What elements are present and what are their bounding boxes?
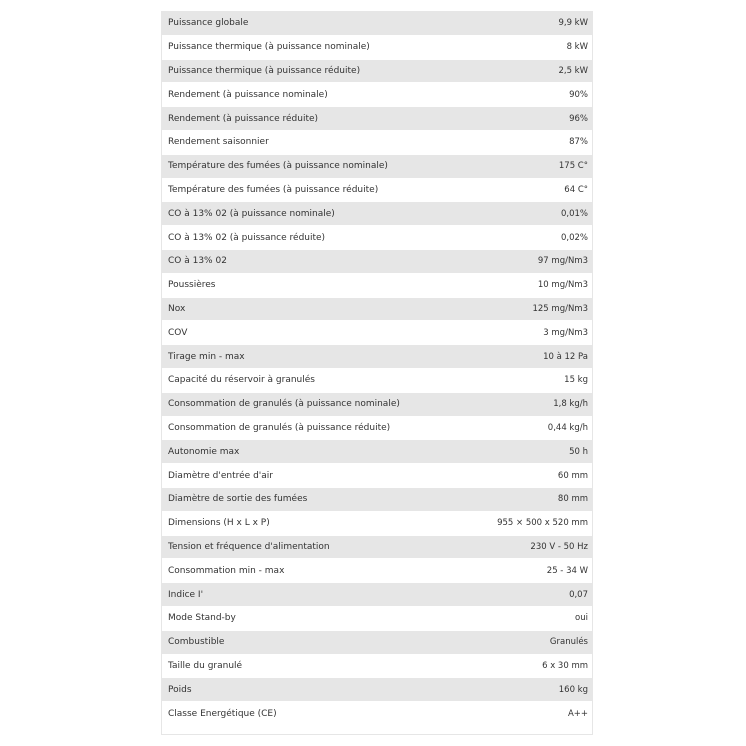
spec-label: Consommation min - max bbox=[161, 559, 466, 583]
spec-value: Granulés bbox=[466, 630, 593, 654]
spec-label: Nox bbox=[161, 297, 466, 321]
spec-label: Puissance thermique (à puissance réduite) bbox=[161, 59, 466, 83]
spec-value: 1,8 kg/h bbox=[466, 392, 593, 416]
spec-value: 9,9 kW bbox=[466, 12, 593, 36]
specifications-table-body bbox=[161, 12, 593, 726]
spec-value: 160 kg bbox=[466, 678, 593, 702]
spec-row bbox=[161, 440, 593, 464]
spec-row bbox=[161, 464, 593, 488]
spec-value: 97 mg/Nm3 bbox=[466, 249, 593, 273]
spec-label: Diamètre d'entrée d'air bbox=[161, 464, 466, 488]
spec-value: 60 mm bbox=[466, 464, 593, 488]
spec-row bbox=[161, 83, 593, 107]
spec-row bbox=[161, 345, 593, 369]
spec-value: 0,02% bbox=[466, 226, 593, 250]
spec-row bbox=[161, 321, 593, 345]
spec-row bbox=[161, 392, 593, 416]
spec-label: Indice I' bbox=[161, 583, 466, 607]
spec-row bbox=[161, 606, 593, 630]
spec-row bbox=[161, 226, 593, 250]
spec-row bbox=[161, 130, 593, 154]
spec-value: 6 x 30 mm bbox=[466, 654, 593, 678]
spec-row bbox=[161, 273, 593, 297]
spec-row bbox=[161, 416, 593, 440]
spec-label: Tirage min - max bbox=[161, 345, 466, 369]
spec-label: COV bbox=[161, 321, 466, 345]
spec-value: A++ bbox=[466, 702, 593, 726]
spec-value: 175 C° bbox=[466, 154, 593, 178]
spec-label: Consommation de granulés (à puissance nominale) bbox=[161, 392, 466, 416]
spec-row bbox=[161, 630, 593, 654]
spec-row bbox=[161, 12, 593, 36]
specifications-table bbox=[161, 11, 593, 725]
spec-value: 25 - 34 W bbox=[466, 559, 593, 583]
spec-label: Autonomie max bbox=[161, 440, 466, 464]
spec-value: 955 × 500 x 520 mm bbox=[466, 511, 593, 535]
spec-label: Capacité du réservoir à granulés bbox=[161, 368, 466, 392]
spec-label: Consommation de granulés (à puissance réduite) bbox=[161, 416, 466, 440]
spec-label: Rendement (à puissance nominale) bbox=[161, 83, 466, 107]
spec-label: Température des fumées (à puissance réduite) bbox=[161, 178, 466, 202]
spec-label: CO à 13% 02 (à puissance réduite) bbox=[161, 226, 466, 250]
spec-label: CO à 13% 02 (à puissance nominale) bbox=[161, 202, 466, 226]
spec-label: Taille du granulé bbox=[161, 654, 466, 678]
spec-label: Puissance globale bbox=[161, 12, 466, 36]
spec-row bbox=[161, 35, 593, 59]
spec-value: 90% bbox=[466, 83, 593, 107]
spec-label: Poids bbox=[161, 678, 466, 702]
spec-row bbox=[161, 297, 593, 321]
spec-value: 3 mg/Nm3 bbox=[466, 321, 593, 345]
spec-row bbox=[161, 59, 593, 83]
spec-value: 230 V - 50 Hz bbox=[466, 535, 593, 559]
spec-row bbox=[161, 154, 593, 178]
spec-label: Classe Energétique (CE) bbox=[161, 702, 466, 726]
spec-row bbox=[161, 107, 593, 131]
spec-value: 0,44 kg/h bbox=[466, 416, 593, 440]
spec-row bbox=[161, 654, 593, 678]
spec-label: Température des fumées (à puissance nominale) bbox=[161, 154, 466, 178]
spec-value: oui bbox=[466, 606, 593, 630]
spec-label: Tension et fréquence d'alimentation bbox=[161, 535, 466, 559]
spec-row bbox=[161, 487, 593, 511]
spec-row bbox=[161, 702, 593, 726]
spec-row bbox=[161, 368, 593, 392]
spec-label: Rendement (à puissance réduite) bbox=[161, 107, 466, 131]
spec-value: 0,01% bbox=[466, 202, 593, 226]
spec-value: 8 kW bbox=[466, 35, 593, 59]
spec-label: Diamètre de sortie des fumées bbox=[161, 487, 466, 511]
spec-label: Poussières bbox=[161, 273, 466, 297]
spec-value: 2,5 kW bbox=[466, 59, 593, 83]
spec-value: 64 C° bbox=[466, 178, 593, 202]
spec-row bbox=[161, 535, 593, 559]
spec-row bbox=[161, 678, 593, 702]
spec-row bbox=[161, 583, 593, 607]
spec-value: 10 mg/Nm3 bbox=[466, 273, 593, 297]
spec-value: 0,07 bbox=[466, 583, 593, 607]
spec-label: CO à 13% 02 bbox=[161, 249, 466, 273]
spec-label: Rendement saisonnier bbox=[161, 130, 466, 154]
spec-value: 50 h bbox=[466, 440, 593, 464]
spec-value: 15 kg bbox=[466, 368, 593, 392]
spec-value: 87% bbox=[466, 130, 593, 154]
spec-value: 96% bbox=[466, 107, 593, 131]
spec-label: Dimensions (H x L x P) bbox=[161, 511, 466, 535]
spec-row bbox=[161, 202, 593, 226]
spec-value: 10 à 12 Pa bbox=[466, 345, 593, 369]
spec-label: Mode Stand-by bbox=[161, 606, 466, 630]
spec-row bbox=[161, 249, 593, 273]
spec-row bbox=[161, 511, 593, 535]
spec-row bbox=[161, 559, 593, 583]
spec-label: Combustible bbox=[161, 630, 466, 654]
spec-label: Puissance thermique (à puissance nominale) bbox=[161, 35, 466, 59]
spec-row bbox=[161, 178, 593, 202]
spec-value: 125 mg/Nm3 bbox=[466, 297, 593, 321]
spec-value: 80 mm bbox=[466, 487, 593, 511]
